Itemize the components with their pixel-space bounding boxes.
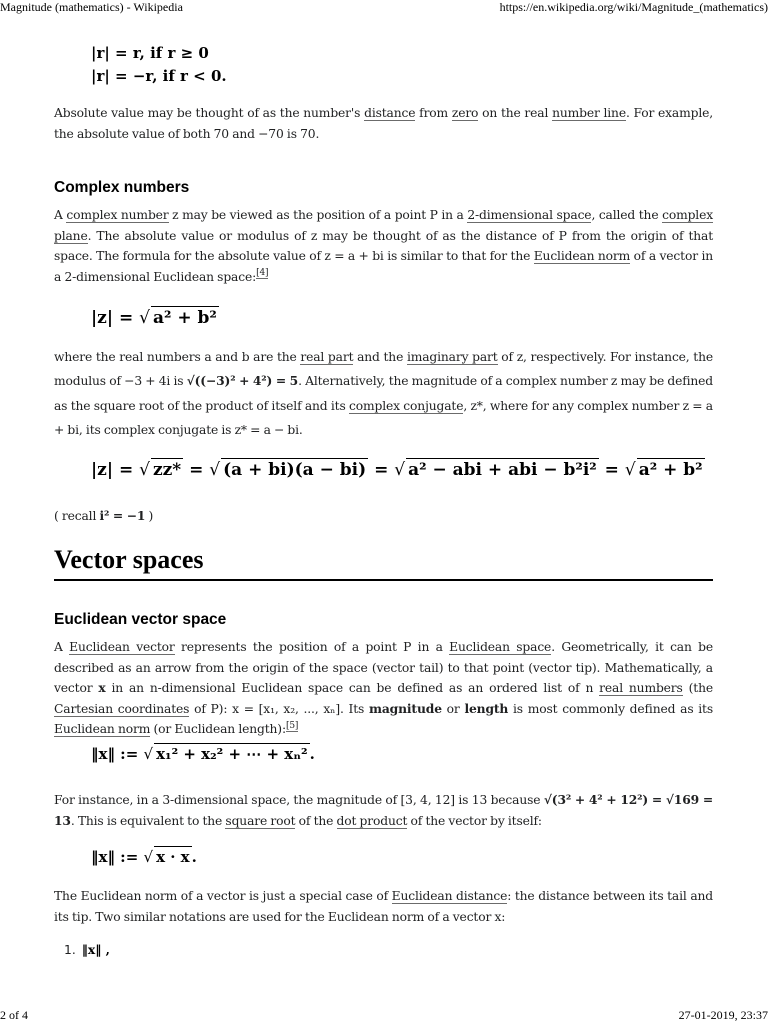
paragraph-text: from [415,106,452,120]
paragraph-text: or [441,701,465,716]
paragraph-recall [54,506,713,527]
link-euclidean-space[interactable]: Euclidean space [449,640,552,654]
paragraph-text: in an n-dimensional Euclidean space can be defined as an ordered list of n [105,681,600,695]
equation-modulus [91,306,219,328]
link-complex-plane[interactable]: complex plane [54,208,713,243]
reference-link[interactable]: [4] [256,268,269,279]
link-euclidean-vector[interactable]: Euclidean vector [69,640,175,654]
paragraph-text: . Alternatively, the magnitude of a complex number z may be defined as the square root of the product of itself and its [54,374,714,413]
inline-math-modulus: √((−3)² + 4²) = 5 [186,373,299,389]
paragraph-text: ( recall [54,509,100,523]
inline-math-recall: i² = −1 [99,508,146,523]
paragraph-text: z may be viewed as the position of a point P in a [168,208,468,222]
paragraph-text: Absolute value may be thought of as the number's [54,106,365,120]
paragraph-text: ) [145,509,154,523]
paragraph-text: . This is equivalent to the [70,813,226,828]
equation-part: = [598,460,625,480]
radicand: a² − abi + abi − b²i² [408,460,597,480]
equation-part: = [183,460,210,480]
radical-sign: √ [624,460,636,480]
paragraph-text: A [54,640,70,654]
paragraph-euclidean [54,637,713,740]
print-header-title: Magnitude (mathematics) - Wikipedia [0,0,183,14]
bold-magnitude: magnitude [368,700,442,716]
print-header [0,0,768,16]
equation-tail: . [191,848,197,866]
link-euclidean-norm-2[interactable]: Euclidean norm [54,722,151,736]
paragraph-text: , called the [591,208,663,222]
paragraph-text: on the real [478,106,553,120]
paragraph-instance [54,790,713,831]
radical-sign: √ [139,460,150,480]
equation-lhs: |z| = [91,308,140,328]
radical-sign: √ [143,848,154,866]
equation-lhs: ‖x‖ := [91,848,144,866]
radical-sign: √ [209,460,221,480]
equation-dot-product [91,846,197,866]
paragraph-text: of the vector by itself: [407,813,542,828]
equation-lhs: ‖x‖ := [91,745,144,763]
radicand: a² + b² [152,308,217,328]
paragraph-special-case [54,886,713,927]
reference-link[interactable]: [5] [285,720,299,731]
abs-def-line-2: |r| = −r, if r < 0. [91,67,227,85]
paragraph-text: . For example, the absolute value of both 70 and −70 is 70. [54,106,713,141]
paragraph-text: of z, respectively. For instance, the modulus of −3 + 4i is [54,350,713,389]
list-marker: 1. [64,943,76,957]
link-number-line[interactable]: number line [552,106,626,120]
paragraph-text: where the real numbers a and b are the [54,350,301,364]
link-complex-number[interactable]: complex number [66,208,169,222]
heading-complex-numbers: Complex numbers [54,179,190,196]
radicand: x₁² + x₂² + ⋯ + xₙ² [156,745,308,763]
radical-sign: √ [139,308,150,328]
print-header-url: https://en.wikipedia.org/wiki/Magnitude_(mathematics) [499,0,768,14]
paragraph-text: is most commonly defined as its [508,701,714,716]
radicand: (a + bi)(a − bi) [223,460,367,480]
heading-vector-spaces: Vector spaces [54,545,713,581]
paragraph-text: . Geometrically, it can be described as an arrow from the origin of the space (vector tail) to that point (vector tip). Mathematically, a vector [54,640,713,695]
radical-sign: √ [143,745,154,763]
paragraph-text: of P): x = [x₁, x₂, ..., xₙ]. Its [189,701,369,716]
print-footer-page: 2 of 4 [0,1008,28,1022]
bold-vector-x: x [98,680,106,695]
equation-euclidean-norm [91,743,315,763]
equation-part: |z| = [91,460,140,480]
list-value: ‖x‖ , [81,942,110,957]
paragraph-text: of the [295,813,337,828]
paragraph-text: : the distance between its tail and its tip. Two similar notations are used for the Euclidean norm of a vector x: [54,889,713,924]
link-2-dimensional-space[interactable]: 2-dimensional space [467,208,592,222]
radicand: x · x [156,848,190,866]
link-imaginary-part[interactable]: imaginary part [406,350,498,364]
paragraph-complex [54,205,713,287]
inline-math-13: √(3² + 4² + 12²) = √169 = 13 [54,792,713,828]
list-item [64,942,110,957]
link-zero[interactable]: zero [451,106,479,120]
paragraph-text: represents the position of a point P in a [174,640,450,654]
radical-sign: √ [394,460,406,480]
heading-euclidean-vector-space: Euclidean vector space [54,611,227,628]
link-euclidean-distance[interactable]: Euclidean distance [391,889,508,903]
bold-length: length [464,700,509,716]
paragraph-text: The Euclidean norm of a vector is just a special case of [54,889,392,903]
paragraph-text: A [54,208,67,222]
equation-part: = [368,460,395,480]
link-distance[interactable]: distance [364,106,416,120]
paragraph-text: . The absolute value or modulus of z may be thought of as the distance of P from the origin of that space. The formula for the absolute value of z = a + bi is similar to that for the [54,228,713,263]
radicand: zz* [152,460,182,480]
print-footer [0,1008,768,1024]
link-cartesian-coordinates[interactable]: Cartesian coordinates [54,701,190,716]
paragraph-text: For instance, in a 3-dimensional space, the magnitude of [3, 4, 12] is 13 because [54,793,544,807]
equation-conjugate [91,458,705,480]
paragraph-text: and the [353,350,407,364]
link-dot-product[interactable]: dot product [336,813,408,828]
paragraph-distance [54,103,713,144]
paragraph-text: (or Euclidean length): [150,722,286,736]
link-square-root[interactable]: square root [225,813,296,828]
paragraph-text: , z*, where for any complex number z = a + bi, its complex conjugate is z* = a − bi. [54,398,713,437]
equation-tail: . [309,745,315,763]
link-complex-conjugate[interactable]: complex conjugate [349,398,464,413]
paragraph-real-parts [54,345,713,442]
print-footer-datetime: 27-01-2019, 23:37 [678,1008,768,1022]
paragraph-text: (the [682,681,713,695]
abs-def-line-1: |r| = r, if r ≥ 0 [91,44,209,62]
link-real-numbers[interactable]: real numbers [599,681,683,695]
radicand: a² + b² [638,460,703,480]
paragraph-text: of a vector in a 2-dimensional Euclidean space: [54,249,713,284]
link-real-part[interactable]: real part [300,350,354,364]
link-euclidean-norm[interactable]: Euclidean norm [533,249,631,263]
